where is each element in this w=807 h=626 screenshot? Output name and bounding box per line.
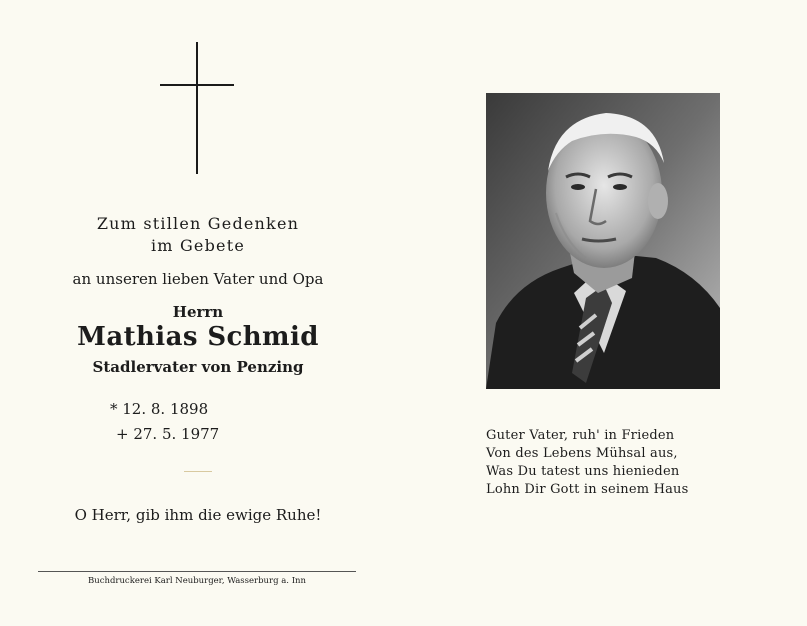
heading-line-1: Zum stillen Gedenken	[96, 214, 300, 233]
prayer-line: O Herr, gib ihm die ewige Ruhe!	[74, 506, 322, 524]
printer-credit: Buchdruckerei Karl Neuburger, Wasserburg a. Inn	[88, 576, 306, 586]
divider-bottom	[38, 571, 356, 572]
divider-short	[184, 471, 212, 472]
poem-line: Was Du tatest uns hienieden	[486, 464, 680, 479]
cross-horizontal-bar	[160, 84, 234, 86]
salutation: Herrn	[172, 303, 224, 321]
heading-line-2: im Gebete	[150, 236, 246, 255]
cross-vertical-bar	[196, 42, 198, 174]
dedication-line: an unseren lieben Vater und Opa	[72, 270, 324, 288]
deceased-name: Mathias Schmid	[77, 322, 319, 352]
poem-line: Lohn Dir Gott in seinem Haus	[486, 482, 689, 497]
birth-date: * 12. 8. 1898	[110, 400, 209, 418]
portrait-photo	[486, 93, 720, 389]
poem-line: Von des Lebens Mühsal aus,	[486, 446, 678, 461]
poem-line: Guter Vater, ruh' in Frieden	[486, 428, 675, 443]
death-date: + 27. 5. 1977	[116, 425, 220, 443]
deceased-title: Stadlervater von Penzing	[92, 358, 304, 376]
portrait-image	[486, 93, 720, 389]
poem-block	[486, 427, 689, 499]
